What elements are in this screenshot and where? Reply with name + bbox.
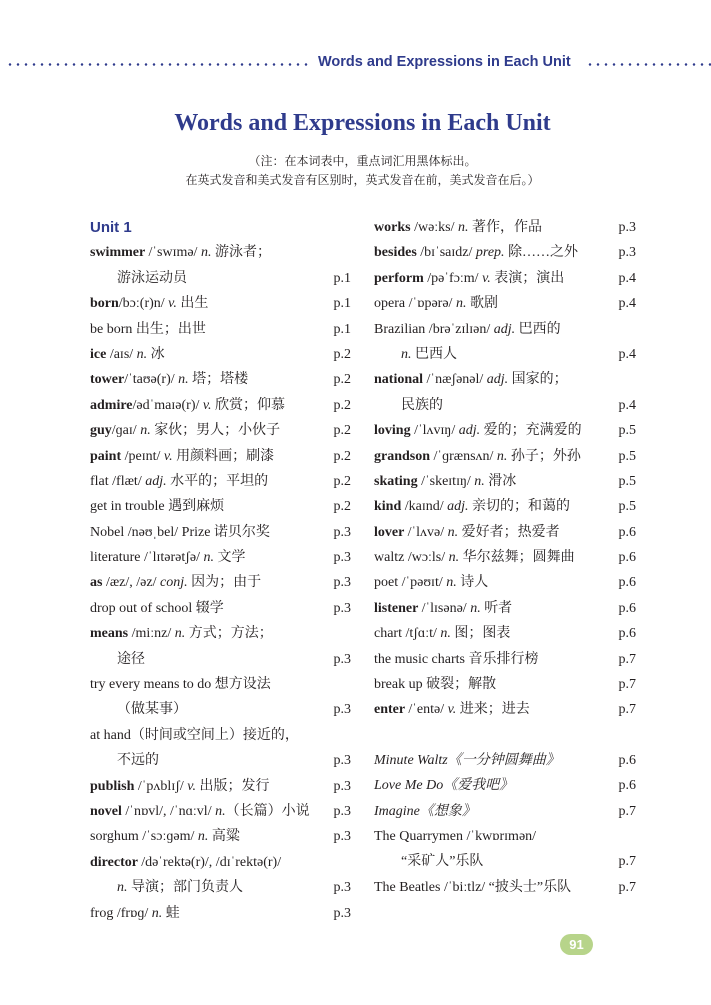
vocabulary-entry: [374, 545, 636, 570]
entry-text: waltz /wɔːls/ n. 华尔兹舞；圆舞曲: [374, 550, 575, 566]
entry-text: paint /peɪnt/ v. 用颜料画；刷漆: [90, 448, 275, 464]
entry-text: works /wəːks/ n. 著作，作品: [374, 220, 543, 235]
entry-text: listener /ˈlɪsənə/ n. 听者: [374, 600, 513, 616]
page-ref: p.4: [618, 397, 636, 413]
vocabulary-entry: [374, 393, 636, 418]
vocabulary-entry: [90, 901, 351, 926]
entry-text: kind /kaɪnd/ adj. 亲切的；和蔼的: [374, 499, 571, 515]
entry-text: Love Me Do《爱我吧》: [374, 778, 514, 794]
entry-text: tower/ˈtaʊə(r)/ n. 塔；塔楼: [90, 372, 249, 388]
entry-text: Brazilian /brəˈzɪlɪən/ adj. 巴西的: [374, 321, 561, 337]
vocabulary-column-right: [374, 215, 636, 900]
vocabulary-entry: [374, 570, 636, 595]
vocabulary-entry: [374, 799, 636, 824]
page-ref: p.3: [333, 524, 351, 540]
page-title: Words and Expressions in Each Unit: [174, 110, 551, 136]
page-number-badge: 91: [560, 934, 593, 955]
page-ref: p.6: [618, 600, 636, 616]
vocabulary-entry: [374, 875, 636, 900]
vocabulary-entry: [374, 342, 636, 367]
vocabulary-entry: [90, 824, 351, 849]
vocabulary-entry: [90, 723, 351, 748]
page-ref: p.6: [618, 626, 636, 642]
entry-text: at hand（时间或空间上）接近的，: [90, 727, 299, 743]
page-ref: p.3: [333, 905, 351, 921]
vocabulary-column-left: [90, 215, 351, 926]
vocabulary-entry: [90, 850, 351, 875]
page-ref: p.6: [618, 524, 636, 540]
vocabulary-entry: [90, 342, 351, 367]
entry-text: （做某事）: [117, 702, 187, 718]
page-ref: p.1: [333, 321, 351, 337]
page-ref: p.7: [618, 651, 636, 667]
entry-text: opera /ˈɒpərə/ n. 歌剧: [374, 296, 498, 312]
vocabulary-entry: [90, 672, 351, 697]
vocabulary-entry: [374, 647, 636, 672]
entry-text: 不远的: [117, 753, 159, 769]
page-ref: p.2: [333, 346, 351, 362]
vocabulary-entry: [374, 367, 636, 392]
page-ref: p.6: [618, 575, 636, 591]
entry-text: The Beatles /ˈbiːtlz/ “披头士”乐队: [374, 879, 572, 895]
vocabulary-entry: [90, 748, 351, 773]
entry-text: Minute Waltz《一分钟圆舞曲》: [374, 752, 560, 768]
vocabulary-entry: [374, 444, 636, 469]
entry-text: publish /ˈpʌblɪʃ/ v. 出版；发行: [90, 778, 270, 794]
page-ref: p.5: [618, 448, 636, 464]
page-ref: p.3: [333, 575, 351, 591]
page-ref: p.6: [618, 550, 636, 566]
vocabulary-entry: [90, 494, 351, 519]
entry-text: lover /ˈlʌvə/ n. 爱好者；热爱者: [374, 524, 560, 540]
entry-text: grandson /ˈɡrænsʌn/ n. 孙子；外孙: [374, 448, 581, 464]
vocabulary-entry: [90, 393, 351, 418]
vocabulary-entry: [374, 849, 636, 874]
spacer-row: [374, 723, 636, 748]
page-ref: p.2: [333, 499, 351, 515]
page-ref: p.7: [618, 879, 636, 895]
page-ref: p.5: [618, 473, 636, 489]
entry-text: 民族的: [401, 397, 443, 413]
note-line: 在英式发音和美式发音有区别时，英式发音在前，美式发音在后。）: [185, 173, 540, 187]
entry-text: The Quarrymen /ˈkwɒrɪmən/: [374, 828, 537, 844]
vocabulary-entry: [374, 748, 636, 773]
entry-text: 途径: [117, 651, 145, 667]
vocabulary-entry: [374, 824, 636, 849]
vocabulary-entry: [374, 672, 636, 697]
vocabulary-entry: [90, 697, 351, 722]
vocabulary-entry: [90, 444, 351, 469]
entry-text: ice /aɪs/ n. 冰: [90, 346, 165, 362]
entry-text: swimmer /ˈswɪmə/ n. 游泳者；: [90, 245, 271, 261]
vocabulary-entry: [374, 520, 636, 545]
page-ref: p.6: [618, 752, 636, 768]
vocabulary-entry: [374, 317, 636, 342]
vocabulary-entry: [90, 799, 351, 824]
note-line: （注：在本词表中，重点词汇用黑体标出。: [248, 154, 477, 168]
page-ref: p.2: [333, 397, 351, 413]
vocabulary-entry: [90, 291, 351, 316]
page-ref: p.1: [333, 270, 351, 286]
vocabulary-entry: [90, 469, 351, 494]
entry-text: as /æz/, /əz/ conj. 因为；由于: [90, 575, 262, 591]
page-ref: p.3: [333, 778, 351, 794]
page-ref: p.3: [333, 702, 351, 718]
entry-text: perform /pəˈfɔːm/ v. 表演；演出: [374, 270, 565, 286]
page-ref: p.3: [333, 651, 351, 667]
page-ref: p.7: [618, 677, 636, 693]
vocabulary-entry: [374, 240, 636, 265]
page-ref: p.2: [333, 423, 351, 439]
page-ref: p.3: [333, 753, 351, 769]
unit-heading: Unit 1: [90, 219, 132, 236]
vocabulary-entry: [374, 697, 636, 722]
entry-text: flat /flæt/ adj. 水平的；平坦的: [90, 473, 269, 489]
page-ref: p.2: [333, 448, 351, 464]
entry-text: sorghum /ˈsɔːɡəm/ n. 高粱: [90, 829, 240, 845]
dotted-rule-right: [586, 63, 711, 66]
entry-text: chart /tʃɑːt/ n. 图；图表: [374, 626, 511, 642]
page-ref: p.5: [618, 499, 636, 515]
page-ref: p.6: [618, 778, 636, 794]
entry-text: drop out of school 辍学: [90, 600, 224, 616]
vocabulary-entry: [90, 647, 351, 672]
page-ref: p.3: [618, 245, 636, 261]
page-ref: p.2: [333, 473, 351, 489]
vocabulary-entry: [374, 469, 636, 494]
entry-text: novel /ˈnɒvl/, /ˈnɑːvl/ n.（长篇）小说: [90, 803, 310, 819]
vocabulary-entry: [90, 240, 351, 265]
page-ref: p.3: [333, 829, 351, 845]
page-ref: p.7: [618, 854, 636, 870]
entry-text: enter /ˈentə/ v. 进来；进去: [374, 702, 530, 718]
entry-text: try every means to do 想方设法: [90, 677, 271, 693]
page-ref: p.3: [333, 550, 351, 566]
running-head-title: Words and Expressions in Each Unit: [318, 54, 571, 70]
vocabulary-entry: [90, 621, 351, 646]
entry-text: the music charts 音乐排行榜: [374, 651, 539, 667]
entry-text: poet /ˈpəʊɪt/ n. 诗人: [374, 575, 489, 591]
entry-text: “采矿人”乐队: [401, 854, 484, 870]
page-ref: p.1: [333, 296, 351, 312]
vocabulary-entry: [374, 418, 636, 443]
vocabulary-entry: [374, 266, 636, 291]
vocabulary-entry: [374, 773, 636, 798]
page-ref: p.4: [618, 346, 636, 362]
entry-text: break up 破裂；解散: [374, 677, 497, 693]
vocabulary-entry: [90, 367, 351, 392]
page-ref: p.7: [618, 702, 636, 718]
entry-text: director /dəˈrektə(r)/, /dɪˈrektə(r)/: [90, 854, 282, 870]
vocabulary-entry: [90, 215, 351, 240]
page-ref: p.3: [333, 803, 351, 819]
vocabulary-entry: [374, 621, 636, 646]
entry-text: n. 巴西人: [401, 346, 457, 362]
vocabulary-entry: [374, 596, 636, 621]
vocabulary-entry: [90, 266, 351, 291]
vocabulary-entry: [374, 291, 636, 316]
page-ref: p.7: [618, 803, 636, 819]
entry-text: literature /ˈlɪtərətʃə/ n. 文学: [90, 550, 246, 566]
entry-text: admire/ədˈmaɪə(r)/ v. 欣赏；仰慕: [90, 397, 286, 413]
vocabulary-entry: [374, 215, 636, 240]
vocabulary-entry: [374, 494, 636, 519]
entry-text: get in trouble 遇到麻烦: [90, 499, 225, 515]
vocabulary-entry: [90, 520, 351, 545]
entry-text: frog /frɒɡ/ n. 蛙: [90, 905, 180, 921]
dotted-rule-left: [6, 63, 312, 66]
entry-text: national /ˈnæʃənəl/ adj. 国家的；: [374, 372, 568, 388]
vocabulary-entry: [90, 596, 351, 621]
page-ref: p.2: [333, 372, 351, 388]
page-ref: p.3: [618, 220, 636, 235]
page-ref: p.4: [618, 270, 636, 286]
entry-text: Imagine《想象》: [374, 803, 476, 819]
entry-text: loving /ˈlʌvɪŋ/ adj. 爱的；充满爱的: [374, 423, 582, 439]
page-ref: p.5: [618, 423, 636, 439]
vocabulary-entry: [90, 545, 351, 570]
vocabulary-entry: [90, 774, 351, 799]
entry-text: born/bɔː(r)n/ v. 出生: [90, 296, 209, 312]
page-ref: p.3: [333, 600, 351, 616]
vocabulary-entry: [90, 875, 351, 900]
entry-text: guy/ɡaɪ/ n. 家伙；男人；小伙子: [90, 423, 281, 439]
running-header: [0, 54, 711, 74]
vocabulary-entry: [90, 570, 351, 595]
vocabulary-entry: [90, 418, 351, 443]
entry-text: n. 导演；部门负责人: [117, 880, 243, 896]
entry-text: skating /ˈskeɪtɪŋ/ n. 滑冰: [374, 473, 517, 489]
entry-text: besides /bɪˈsaɪdz/ prep. 除……之外: [374, 245, 579, 261]
page-ref: p.3: [333, 880, 351, 896]
entry-text: Nobel /nəʊˌbel/ Prize 诺贝尔奖: [90, 524, 270, 540]
page-ref: p.4: [618, 296, 636, 312]
vocabulary-entry: [90, 317, 351, 342]
entry-text: 游泳运动员: [117, 270, 187, 286]
entry-text: be born 出生；出世: [90, 321, 206, 337]
entry-text: means /miːnz/ n. 方式；方法；: [90, 626, 273, 642]
